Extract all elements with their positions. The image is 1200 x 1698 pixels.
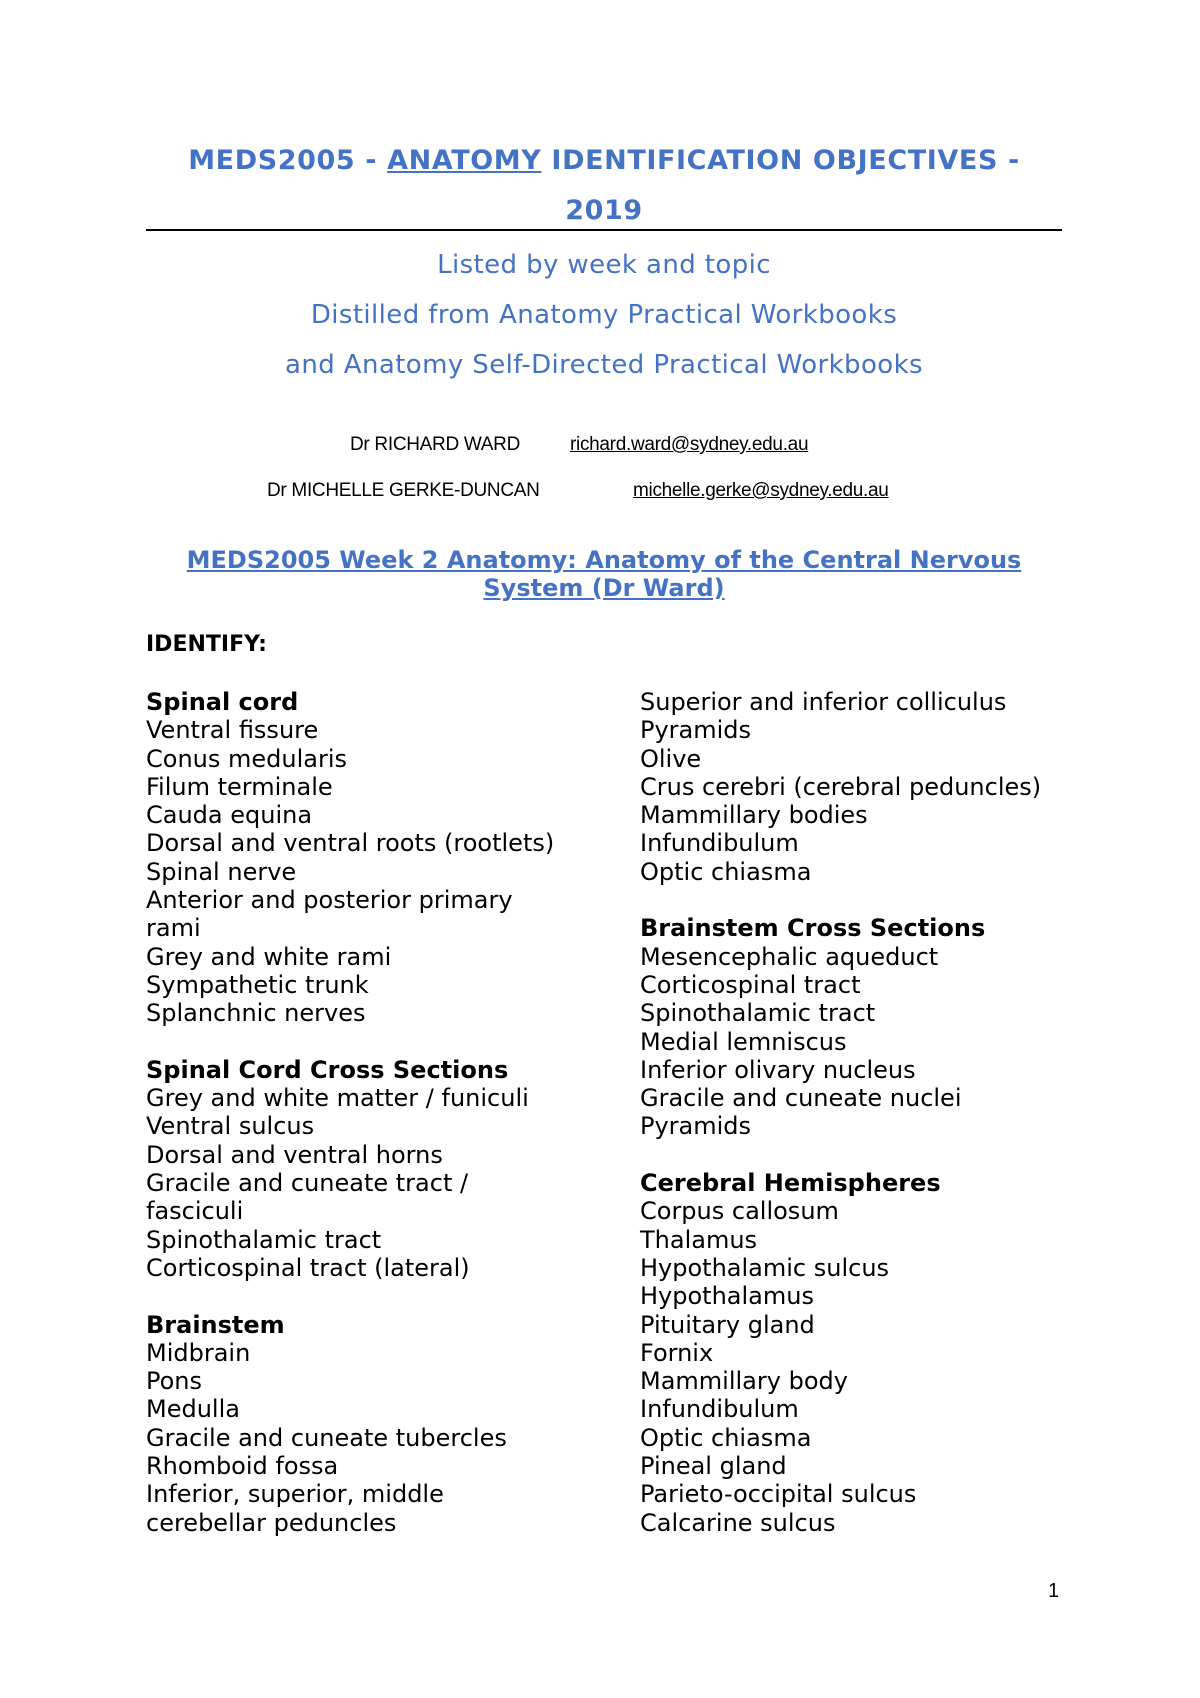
list-item: Conus medularis xyxy=(146,744,347,773)
list-item: fasciculi xyxy=(146,1197,244,1226)
list-item: Ventral sulcus xyxy=(146,1112,315,1141)
list-item: Pituitary gland xyxy=(640,1310,815,1339)
list-item: Rhomboid fossa xyxy=(146,1452,339,1481)
list-item: Crus cerebri (cerebral peduncles) xyxy=(640,772,1042,801)
list-item: Spinothalamic tract xyxy=(640,999,876,1028)
spacer xyxy=(146,1282,626,1310)
document-title xyxy=(146,145,1062,176)
list-item: Spinal nerve xyxy=(146,857,297,886)
section-heading: Spinal Cord Cross Sections xyxy=(146,1055,509,1084)
spacer xyxy=(640,886,1100,914)
list-item: Grey and white matter / funiculi xyxy=(146,1084,529,1113)
subtitle-line-1: Listed by week and topic xyxy=(437,250,771,280)
list-item: rami xyxy=(146,914,201,943)
list-item: Mammillary body xyxy=(640,1367,848,1396)
list-item: Inferior olivary nucleus xyxy=(640,1055,916,1084)
identify-label: IDENTIFY: xyxy=(146,632,267,657)
list-item: Sympathetic trunk xyxy=(146,970,369,999)
list-item: Medial lemniscus xyxy=(640,1027,847,1056)
subtitle-line-3: and Anatomy Self-Directed Practical Workbooks xyxy=(285,350,923,380)
list-item: Dorsal and ventral horns xyxy=(146,1140,443,1169)
author-email-gerke[interactable]: michelle.gerke@sydney.edu.au xyxy=(633,480,889,501)
list-item: Filum terminale xyxy=(146,772,333,801)
list-item: Olive xyxy=(640,744,702,773)
spacer xyxy=(640,1141,1100,1169)
section-heading: Spinal cord xyxy=(146,688,299,716)
list-item: Thalamus xyxy=(640,1225,758,1254)
title-course: MEDS2005 - xyxy=(188,145,388,176)
document-year: 2019 xyxy=(565,195,643,226)
list-item: Corticospinal tract (lateral) xyxy=(146,1253,470,1282)
list-item: Hypothalamic sulcus xyxy=(640,1253,890,1282)
list-item: Infundibulum xyxy=(640,829,799,858)
list-item: Mesencephalic aqueduct xyxy=(640,942,939,971)
subtitle-line-2: Distilled from Anatomy Practical Workbooks xyxy=(310,300,898,330)
author-name-gerke: Dr MICHELLE GERKE-DUNCAN xyxy=(267,480,540,501)
list-item: Spinothalamic tract xyxy=(146,1225,382,1254)
list-item: Mammillary bodies xyxy=(640,801,868,830)
section-heading: Cerebral Hemispheres xyxy=(640,1169,941,1198)
list-item: Gracile and cuneate tract / xyxy=(146,1169,469,1198)
author-email-ward[interactable]: richard.ward@sydney.edu.au xyxy=(570,434,809,455)
list-item: Midbrain xyxy=(146,1338,251,1367)
list-item: Medulla xyxy=(146,1395,240,1424)
list-item: Corpus callosum xyxy=(640,1197,839,1226)
left-column-list xyxy=(146,688,626,1537)
list-item: Inferior, superior, middle xyxy=(146,1480,444,1509)
list-item: Pyramids xyxy=(640,716,752,745)
list-item: Fornix xyxy=(640,1338,714,1367)
section-heading: Brainstem xyxy=(146,1310,285,1339)
week-heading-line-2: System (Dr Ward) xyxy=(483,574,725,602)
list-item: Anterior and posterior primary xyxy=(146,886,513,915)
list-item: Infundibulum xyxy=(640,1395,799,1424)
list-item: Optic chiasma xyxy=(640,1423,812,1452)
list-item: Gracile and cuneate tubercles xyxy=(146,1423,507,1452)
list-item: Cauda equina xyxy=(146,801,313,830)
list-item: Hypothalamus xyxy=(640,1282,814,1311)
list-item: Optic chiasma xyxy=(640,857,812,886)
list-item: Splanchnic nerves xyxy=(146,999,366,1028)
list-item: Dorsal and ventral roots (rootlets) xyxy=(146,829,555,858)
list-item: Parieto-occipital sulcus xyxy=(640,1480,917,1509)
list-item: Gracile and cuneate nuclei xyxy=(640,1084,962,1113)
list-item: Pyramids xyxy=(640,1112,752,1141)
list-item: Grey and white rami xyxy=(146,942,392,971)
list-item: Pons xyxy=(146,1367,203,1396)
title-divider xyxy=(146,229,1062,231)
list-item: Calcarine sulcus xyxy=(640,1508,836,1537)
page-number: 1 xyxy=(1048,1580,1060,1602)
list-item: Ventral fissure xyxy=(146,716,319,745)
right-column-list xyxy=(640,688,1100,1537)
section-heading: Brainstem Cross Sections xyxy=(640,914,986,943)
title-rest: IDENTIFICATION OBJECTIVES - xyxy=(541,145,1020,176)
anatomy-link[interactable]: ANATOMY xyxy=(387,145,542,176)
week-heading[interactable] xyxy=(146,546,1062,602)
week-heading-line-1: MEDS2005 Week 2 Anatomy: Anatomy of the Central Nervous xyxy=(186,546,1022,574)
spacer xyxy=(146,1028,626,1056)
author-name-ward: Dr RICHARD WARD xyxy=(350,434,521,455)
list-item: cerebellar peduncles xyxy=(146,1508,397,1537)
list-item: Superior and inferior colliculus xyxy=(640,688,1007,716)
list-item: Corticospinal tract xyxy=(640,970,861,999)
list-item: Pineal gland xyxy=(640,1452,787,1481)
